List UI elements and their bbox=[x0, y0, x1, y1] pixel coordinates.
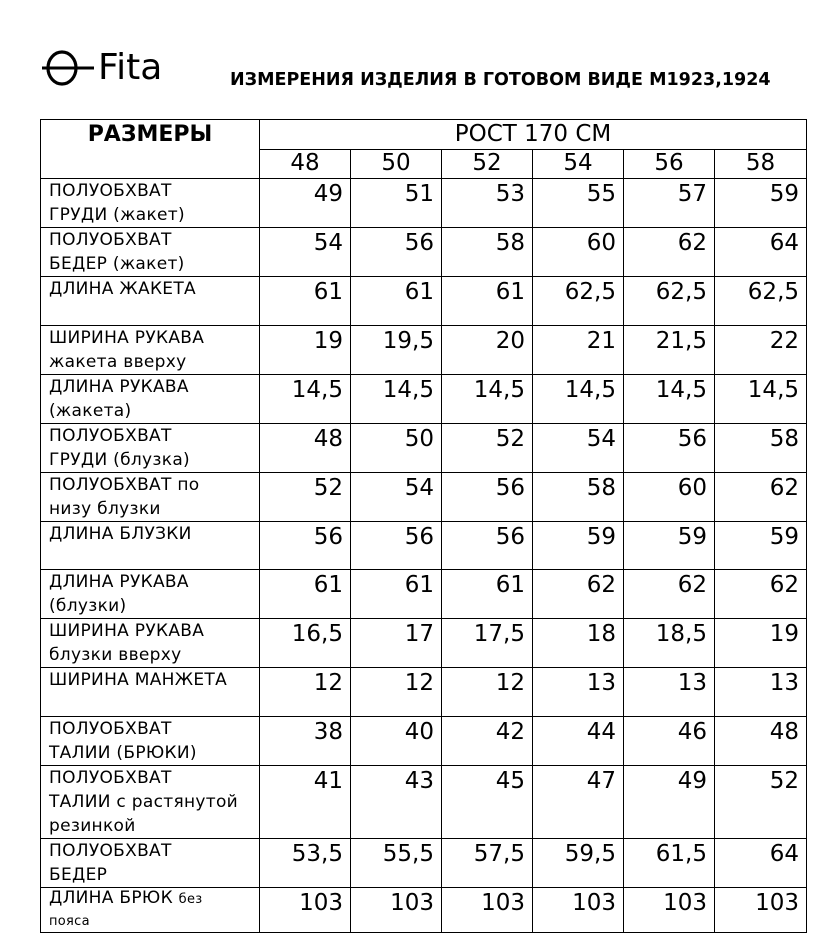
measurement-value bbox=[260, 277, 351, 326]
measurement-value-text: 60 bbox=[677, 475, 707, 501]
measurement-value bbox=[715, 424, 807, 473]
measurement-value-text: 61,5 bbox=[655, 841, 707, 867]
measurement-value bbox=[533, 717, 624, 766]
measurement-value-text: 14,5 bbox=[747, 377, 800, 403]
measurement-value bbox=[533, 375, 624, 424]
measurement-value bbox=[624, 668, 715, 717]
measurement-value bbox=[624, 522, 715, 570]
measurement-value-text: 56 bbox=[313, 524, 343, 550]
measurement-value-text: 19,5 bbox=[382, 328, 434, 354]
table-row bbox=[41, 619, 807, 668]
measurement-value bbox=[260, 717, 351, 766]
measurement-value-text: 64 bbox=[769, 841, 800, 867]
measurement-value-text: 40 bbox=[404, 719, 434, 745]
measurement-value bbox=[351, 619, 442, 668]
measurement-value bbox=[533, 228, 624, 277]
measurement-value bbox=[351, 277, 442, 326]
measurement-value bbox=[260, 424, 351, 473]
measurement-value-text: 58 bbox=[769, 426, 800, 452]
size-header-cell: 56 bbox=[624, 150, 715, 179]
measurement-value-text: 61 bbox=[495, 279, 525, 305]
measurement-value-text: 41 bbox=[313, 768, 343, 794]
measurement-label bbox=[41, 570, 260, 619]
measurement-value-text: 49 bbox=[313, 181, 343, 207]
measurement-value-text: 46 bbox=[677, 719, 707, 745]
measurement-value-text: 58 bbox=[495, 230, 525, 256]
measurement-value bbox=[260, 766, 351, 839]
measurement-value-text: 20 bbox=[495, 328, 525, 354]
measurement-value-text: 19 bbox=[313, 328, 343, 354]
measurement-value-text: 56 bbox=[404, 230, 434, 256]
measurement-value bbox=[351, 473, 442, 522]
measurement-value-text: 55,5 bbox=[382, 841, 434, 867]
measurement-label bbox=[41, 277, 260, 326]
measurement-value-text: 54 bbox=[404, 475, 434, 501]
table-row bbox=[41, 570, 807, 619]
measurement-value-text: 61 bbox=[313, 279, 343, 305]
measurement-value bbox=[715, 375, 807, 424]
measurement-value bbox=[351, 179, 442, 228]
table-row bbox=[41, 717, 807, 766]
measurement-value-text: 13 bbox=[769, 670, 800, 696]
measurement-value-text: 56 bbox=[495, 524, 525, 550]
measurement-value bbox=[442, 668, 533, 717]
measurement-label bbox=[41, 766, 260, 839]
table-row bbox=[41, 839, 807, 888]
measurement-label-text: ПОЛУОБХВАТ по низу блузки bbox=[49, 475, 200, 519]
measurement-value-text: 16,5 bbox=[291, 621, 343, 647]
measurement-label bbox=[41, 326, 260, 375]
measurement-value-text: 60 bbox=[586, 230, 616, 256]
measurement-value bbox=[624, 424, 715, 473]
measurement-value bbox=[715, 668, 807, 717]
measurement-value bbox=[260, 228, 351, 277]
table-row bbox=[41, 424, 807, 473]
table-row bbox=[41, 179, 807, 228]
measurement-value bbox=[624, 570, 715, 619]
table-row bbox=[41, 668, 807, 717]
measurement-value-text: 62,5 bbox=[747, 279, 800, 305]
measurement-value bbox=[260, 668, 351, 717]
measurement-value-text: 42 bbox=[495, 719, 525, 745]
measurement-value bbox=[624, 179, 715, 228]
measurement-value-text: 59 bbox=[586, 524, 616, 550]
measurement-value-text: 61 bbox=[404, 572, 434, 598]
measurement-value-text: 103 bbox=[572, 890, 616, 916]
measurement-value-text: 14,5 bbox=[291, 377, 343, 403]
measurement-value-text: 61 bbox=[313, 572, 343, 598]
measurement-value bbox=[351, 424, 442, 473]
measurement-label-note: без bbox=[178, 892, 203, 907]
measurement-value bbox=[351, 717, 442, 766]
measurement-value-text: 38 bbox=[313, 719, 343, 745]
measurement-value-text: 57 bbox=[677, 181, 707, 207]
measurement-value bbox=[351, 326, 442, 375]
measurement-value-text: 13 bbox=[586, 670, 616, 696]
measurement-label-note: пояса bbox=[49, 914, 90, 929]
measurement-value-text: 64 bbox=[769, 230, 800, 256]
measurement-value bbox=[715, 522, 807, 570]
measurement-value-text: 21 bbox=[586, 328, 616, 354]
measurement-value bbox=[533, 424, 624, 473]
measurement-value-text: 103 bbox=[299, 890, 343, 916]
measurement-value bbox=[442, 326, 533, 375]
measurement-value bbox=[260, 570, 351, 619]
measurement-value bbox=[533, 839, 624, 888]
measurement-value bbox=[442, 619, 533, 668]
measurement-value-text: 18 bbox=[586, 621, 616, 647]
table-row bbox=[41, 766, 807, 839]
measurement-label bbox=[41, 668, 260, 717]
measurement-value-text: 12 bbox=[404, 670, 434, 696]
measurement-value bbox=[533, 668, 624, 717]
measurement-value-text: 103 bbox=[481, 890, 525, 916]
measurement-value bbox=[260, 375, 351, 424]
measurement-value-text: 59 bbox=[677, 524, 707, 550]
measurement-label-text: ПОЛУОБХВАТ ТАЛИИ (БРЮКИ) bbox=[49, 719, 197, 763]
measurement-value bbox=[533, 888, 624, 933]
measurement-value bbox=[351, 888, 442, 933]
measurement-value bbox=[624, 766, 715, 839]
measurement-value-text: 19 bbox=[769, 621, 800, 647]
table-row bbox=[41, 277, 807, 326]
measurement-value-text: 17,5 bbox=[473, 621, 525, 647]
measurement-value-text: 50 bbox=[404, 426, 434, 452]
measurement-value-text: 21,5 bbox=[655, 328, 707, 354]
measurement-label-text: ПОЛУОБХВАТ БЕДЕР bbox=[49, 841, 172, 885]
measurement-label-text: ПОЛУОБХВАТ ТАЛИИ с растянутой резинкой bbox=[49, 768, 238, 836]
measurement-value bbox=[442, 277, 533, 326]
measurement-value bbox=[715, 717, 807, 766]
measurement-value-text: 49 bbox=[677, 768, 707, 794]
measurement-value bbox=[624, 839, 715, 888]
measurement-value-text: 57,5 bbox=[473, 841, 525, 867]
measurement-value bbox=[715, 888, 807, 933]
size-header-cell: 58 bbox=[715, 150, 807, 179]
measurement-value bbox=[533, 766, 624, 839]
measurement-value bbox=[442, 888, 533, 933]
size-header-cell: 54 bbox=[533, 150, 624, 179]
measurement-value-text: 59 bbox=[769, 181, 800, 207]
table-row bbox=[41, 888, 807, 933]
measurement-value bbox=[260, 522, 351, 570]
measurement-value-text: 53 bbox=[495, 181, 525, 207]
table-row bbox=[41, 473, 807, 522]
measurement-value bbox=[624, 228, 715, 277]
measurement-value bbox=[715, 570, 807, 619]
measurement-value-text: 17 bbox=[404, 621, 434, 647]
measurement-value bbox=[351, 228, 442, 277]
measurement-value bbox=[533, 277, 624, 326]
measurement-value-text: 47 bbox=[586, 768, 616, 794]
measurement-value bbox=[260, 888, 351, 933]
measurement-label bbox=[41, 473, 260, 522]
measurement-value-text: 12 bbox=[495, 670, 525, 696]
measurement-value bbox=[351, 522, 442, 570]
measurement-value-text: 48 bbox=[313, 426, 343, 452]
measurement-value-text: 52 bbox=[313, 475, 343, 501]
measurement-value bbox=[442, 570, 533, 619]
measurement-value bbox=[260, 839, 351, 888]
logo-wordmark: Fita bbox=[98, 47, 163, 88]
measurement-value-text: 58 bbox=[586, 475, 616, 501]
measurement-label-text: ДЛИНА БЛУЗКИ bbox=[49, 524, 192, 544]
table-row bbox=[41, 375, 807, 424]
measurement-value bbox=[533, 473, 624, 522]
measurement-value bbox=[533, 570, 624, 619]
measurement-label-text: ШИРИНА РУКАВА жакета вверху bbox=[49, 328, 205, 372]
size-header-cell: 48 bbox=[260, 150, 351, 179]
measurement-value bbox=[260, 179, 351, 228]
measurement-label-text: ШИРИНА РУКАВА блузки вверху bbox=[49, 621, 205, 665]
measurement-value bbox=[715, 277, 807, 326]
measurement-value-text: 14,5 bbox=[655, 377, 707, 403]
measurement-value-text: 56 bbox=[677, 426, 707, 452]
measurement-value-text: 43 bbox=[404, 768, 434, 794]
measurement-value bbox=[351, 668, 442, 717]
size-measurements-table bbox=[40, 119, 807, 933]
measurement-value-text: 62 bbox=[677, 230, 707, 256]
measurement-label-text: ДЛИНА РУКАВА (блузки) bbox=[49, 572, 189, 616]
measurement-label-text: ШИРИНА МАНЖЕТА bbox=[49, 670, 228, 690]
measurement-value bbox=[624, 717, 715, 766]
size-header-cell: 52 bbox=[442, 150, 533, 179]
measurement-value bbox=[351, 839, 442, 888]
fita-logo bbox=[42, 44, 174, 90]
measurement-value-text: 103 bbox=[755, 890, 800, 916]
measurement-value-text: 62,5 bbox=[655, 279, 707, 305]
measurement-value-text: 44 bbox=[586, 719, 616, 745]
measurement-value bbox=[442, 228, 533, 277]
measurement-value-text: 61 bbox=[495, 572, 525, 598]
measurement-value-text: 103 bbox=[390, 890, 434, 916]
measurement-value bbox=[624, 888, 715, 933]
measurement-value bbox=[351, 766, 442, 839]
measurement-value bbox=[442, 522, 533, 570]
measurement-value bbox=[260, 326, 351, 375]
measurement-value-text: 48 bbox=[769, 719, 800, 745]
measurement-value bbox=[624, 375, 715, 424]
measurement-value-text: 56 bbox=[404, 524, 434, 550]
header-row-height bbox=[41, 120, 807, 150]
measurement-value bbox=[533, 326, 624, 375]
measurement-value bbox=[442, 424, 533, 473]
measurement-label bbox=[41, 228, 260, 277]
measurement-value bbox=[715, 326, 807, 375]
measurement-label bbox=[41, 619, 260, 668]
measurement-value bbox=[442, 839, 533, 888]
measurement-value-text: 45 bbox=[495, 768, 525, 794]
measurement-value-text: 62 bbox=[769, 475, 800, 501]
measurement-value-text: 62,5 bbox=[564, 279, 616, 305]
measurement-label bbox=[41, 424, 260, 473]
table-row bbox=[41, 522, 807, 570]
measurement-value bbox=[715, 473, 807, 522]
measurement-value-text: 18,5 bbox=[655, 621, 707, 647]
measurement-value-text: 56 bbox=[495, 475, 525, 501]
height-header: РОСТ 170 СМ bbox=[260, 120, 807, 150]
page-title: ИЗМЕРЕНИЯ ИЗДЕЛИЯ В ГОТОВОМ ВИДЕ М1923,1924 bbox=[230, 70, 771, 90]
table-row bbox=[41, 228, 807, 277]
measurement-value-text: 53,5 bbox=[291, 841, 343, 867]
measurement-value bbox=[351, 570, 442, 619]
measurement-value bbox=[351, 375, 442, 424]
measurement-label-text: ПОЛУОБХВАТ ГРУДИ (блузка) bbox=[49, 426, 190, 470]
measurement-value bbox=[624, 619, 715, 668]
measurement-value-text: 103 bbox=[663, 890, 707, 916]
measurement-label bbox=[41, 375, 260, 424]
measurement-value bbox=[624, 473, 715, 522]
measurement-value-text: 52 bbox=[769, 768, 800, 794]
size-header-cell: 50 bbox=[351, 150, 442, 179]
measurement-label-text: ПОЛУОБХВАТ ГРУДИ (жакет) bbox=[49, 181, 185, 225]
measurement-value bbox=[442, 473, 533, 522]
measurement-value-text: 14,5 bbox=[564, 377, 616, 403]
measurement-value-text: 62 bbox=[769, 572, 800, 598]
measurement-label bbox=[41, 179, 260, 228]
measurement-value bbox=[260, 473, 351, 522]
measurement-label bbox=[41, 717, 260, 766]
measurement-value-text: 51 bbox=[404, 181, 434, 207]
measurement-value bbox=[715, 179, 807, 228]
measurement-value-text: 14,5 bbox=[382, 377, 434, 403]
measurement-value-text: 61 bbox=[404, 279, 434, 305]
measurement-value bbox=[715, 228, 807, 277]
measurement-value bbox=[260, 619, 351, 668]
fita-logo-mark-icon bbox=[42, 44, 98, 90]
measurement-label-text: ПОЛУОБХВАТ БЕДЕР (жакет) bbox=[49, 230, 185, 274]
measurement-value-text: 55 bbox=[586, 181, 616, 207]
measurement-value-text: 59,5 bbox=[564, 841, 616, 867]
measurement-value bbox=[715, 839, 807, 888]
measurement-label-text: ДЛИНА РУКАВА (жакета) bbox=[49, 377, 189, 421]
sizes-corner-text: РАЗМЕРЫ bbox=[87, 122, 213, 147]
sizes-corner-label bbox=[41, 120, 260, 179]
measurement-value bbox=[442, 717, 533, 766]
measurement-value-text: 54 bbox=[586, 426, 616, 452]
measurement-label bbox=[41, 839, 260, 888]
measurement-value-text: 12 bbox=[313, 670, 343, 696]
measurement-value bbox=[442, 766, 533, 839]
measurement-value-text: 22 bbox=[769, 328, 800, 354]
measurement-value-text: 54 bbox=[313, 230, 343, 256]
measurement-value bbox=[442, 179, 533, 228]
measurement-value-text: 52 bbox=[495, 426, 525, 452]
measurement-value bbox=[715, 619, 807, 668]
measurement-label-text: ДЛИНА БРЮК bbox=[49, 888, 173, 908]
measurement-value bbox=[533, 179, 624, 228]
measurement-value-text: 13 bbox=[677, 670, 707, 696]
measurement-value-text: 14,5 bbox=[473, 377, 525, 403]
measurement-value bbox=[533, 522, 624, 570]
measurement-value-text: 62 bbox=[677, 572, 707, 598]
measurement-label-text: ДЛИНА ЖАКЕТА bbox=[49, 279, 196, 299]
measurement-value-text: 62 bbox=[586, 572, 616, 598]
measurement-value bbox=[442, 375, 533, 424]
measurement-value bbox=[715, 766, 807, 839]
measurement-label bbox=[41, 888, 260, 933]
measurement-label bbox=[41, 522, 260, 570]
measurement-value bbox=[624, 326, 715, 375]
measurement-value bbox=[624, 277, 715, 326]
table-row bbox=[41, 326, 807, 375]
measurement-value bbox=[533, 619, 624, 668]
measurement-value-text: 59 bbox=[769, 524, 800, 550]
